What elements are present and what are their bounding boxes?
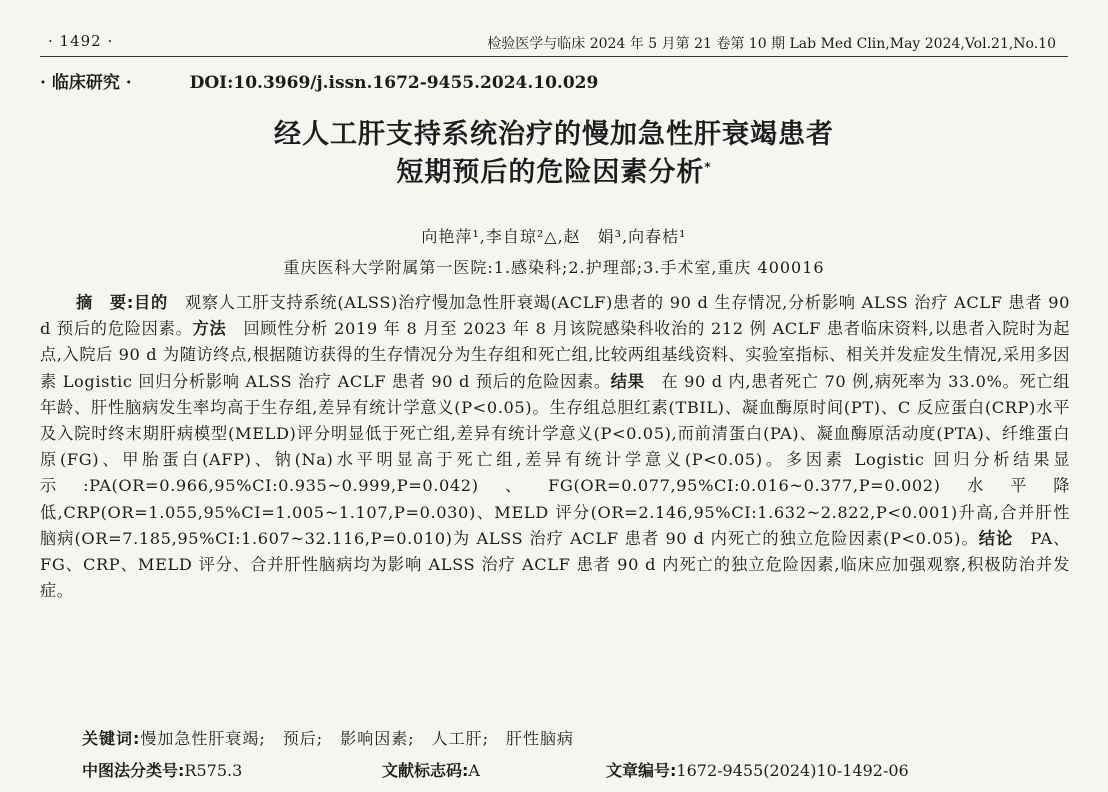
page-number: · 1492 · (48, 32, 114, 50)
document-code (382, 758, 480, 781)
doc-code-value: A (468, 761, 480, 780)
article-number (606, 758, 909, 781)
keywords-items: 慢加急性肝衰竭; 预后; 影响因素; 人工肝; 肝性脑病 (140, 729, 574, 748)
clc-number (82, 758, 242, 781)
conclusion-text: PA、FG、CRP、MELD 评分、合并肝性脑病均为影响 ALSS 治疗 ACLF 患者 90 d 内死亡的独立危险因素,临床应加强观察,积极防治并发症。 (40, 528, 1071, 601)
article-number-label: 文章编号: (606, 761, 677, 780)
authors: 向艳萍¹,李自琼²△,赵 娟³,向春桔¹ (421, 227, 687, 246)
clc-label: 中图法分类号: (82, 761, 185, 780)
objective-label: 目的 (133, 293, 168, 312)
keywords-label: 关键词: (82, 729, 141, 748)
conclusion-label: 结论 (978, 528, 1014, 548)
title-line-2 (0, 150, 1108, 189)
methods-label: 方法 (192, 319, 227, 339)
title-line-1: 经人工肝支持系统治疗的慢加急性肝衰竭患者 (274, 119, 834, 150)
clc-value: R575.3 (184, 761, 243, 780)
abstract (40, 290, 1070, 604)
header-rule (40, 56, 1068, 57)
article-number-value: 1672-9455(2024)10-1492-06 (676, 761, 909, 780)
methods-text: 回顾性分析 2019 年 8 月至 2023 年 8 月该院感染科收治的 212 例 ACLF 患者临床资料,以患者入院时为起点,入院后 90 d 为随访终点,根据随访获得的生存情况分为生存组和死亡组,比较两组基线资料、实验室指标、相关并发症发生情况,采用多因素 Logistic 回归分析影响 ALSS 治疗 ACLF 患者 90 d 预后的危险因素。 (40, 319, 1070, 391)
results-text: 在 90 d 内,患者死亡 70 例,病死率为 33.0%。死亡组年龄、肝性脑病发生率均高于生存组,差异有统计学意义(P<0.05)。生存组总胆红素(TBIL)、凝血酶原时间(PT)、C 反应蛋白(CRP)水平及入院时终末期肝病模型(MELD)评分明显低于死亡组,差异有统计学意义(P<0.05),而前清蛋白(PA)、凝血酶原活动度(PTA)、纤维蛋白原(FG)、甲胎蛋白(AFP)、钠(Na)水平明显高于死亡组,差异有统计学意义(P<0.05)。多因素 Logistic 回归分析结果显示:PA(OR=0.966,95%CI:0.935~0.999,P=0.042)、FG(OR=0.077,95%CI:0.016~0.377,P=0.002)水平降低,CRP(OR=1.055,95%CI=1.005~1.107,P=0.030)、MELD 评分(OR=2.146,95%CI:1.632~2.822,P<0.001)升高,合并肝性脑病(OR=7.185,95%CI:1.607~32.116,P=0.010)为 ALSS 治疗 ACLF 患者 90 d 内死亡的独立危险因素(P<0.05)。 (40, 371, 1071, 548)
column-line (40, 68, 598, 93)
abstract-label: 摘 要: (76, 293, 134, 312)
doi: DOI:10.3969/j.issn.1672-9455.2024.10.029 (189, 73, 599, 93)
title-footnote-mark: * (704, 160, 712, 174)
objective-text: 观察人工肝支持系统(ALSS)治疗慢加急性肝衰竭(ACLF)患者的 90 d 生存情况,分析影响 ALSS 治疗 ACLF 患者 90 d 预后的危险因素。 (40, 293, 1070, 339)
title-line-2-text: 短期预后的危险因素分析 (396, 157, 705, 188)
affiliation: 重庆医科大学附属第一医院:1.感染科;2.护理部;3.手术室,重庆 400016 (283, 258, 825, 277)
keywords (82, 726, 574, 749)
section-label: · 临床研究 · (40, 73, 132, 93)
results-label: 结果 (610, 371, 645, 391)
journal-header: 检验医学与临床 2024 年 5 月第 21 卷第 10 期 Lab Med Clin,May 2024,Vol.21,No.10 (487, 36, 1056, 52)
doc-code-label: 文献标志码: (382, 761, 469, 780)
